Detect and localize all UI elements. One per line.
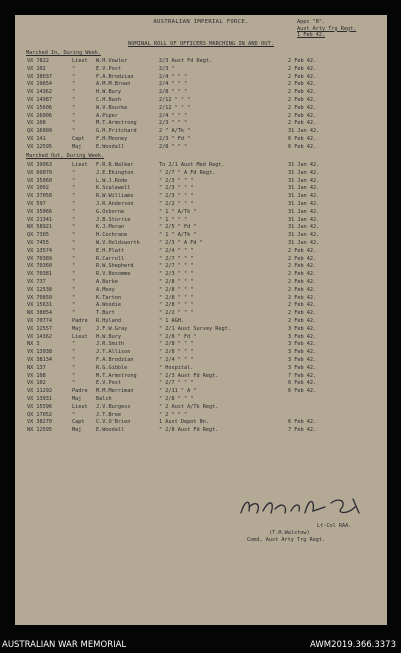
rank: " bbox=[72, 193, 76, 200]
service-number: VX 21341 bbox=[27, 216, 52, 223]
date: 2 Feb 42. bbox=[288, 112, 317, 119]
officer-name: K.Scalewell bbox=[96, 185, 131, 192]
officer-name: A.M.M.Brown bbox=[96, 81, 131, 88]
unit: " 1 " A/Tk " bbox=[159, 208, 197, 215]
date: 31 Jan 42. bbox=[288, 224, 320, 231]
roll-row bbox=[15, 97, 387, 105]
rank: Maj bbox=[72, 325, 82, 332]
archive-name: AUSTRALIAN WAR MEMORIAL bbox=[2, 640, 127, 650]
service-number: QX 17052 bbox=[27, 411, 52, 418]
roll-row bbox=[15, 89, 387, 97]
unit: " 2/7 " " " bbox=[159, 380, 194, 387]
officer-name: M.T.Armstrong bbox=[96, 120, 137, 127]
service-number: VX 102 bbox=[27, 380, 46, 387]
rank: " bbox=[72, 104, 76, 111]
officer-name: W.V.Holdsworth bbox=[96, 239, 140, 246]
unit: " 2/4 " " " bbox=[159, 247, 194, 254]
officer-name: H.Cochrane bbox=[96, 232, 128, 239]
service-number: VX 38270 bbox=[27, 419, 52, 426]
rank: Capt bbox=[72, 135, 85, 142]
service-number: VX 70850 bbox=[27, 294, 52, 301]
unit: " 2/8 " " " bbox=[159, 302, 194, 309]
date: 31 Jan 42. bbox=[288, 208, 320, 215]
roll-row bbox=[15, 209, 387, 217]
date: 2 Feb 42. bbox=[288, 278, 317, 285]
unit: 2/8 " " " bbox=[159, 143, 188, 150]
service-number: VX 19654 bbox=[27, 81, 52, 88]
date: 2 Feb 42. bbox=[288, 286, 317, 293]
roll-row bbox=[15, 271, 387, 279]
service-number: VX 15606 bbox=[27, 104, 52, 111]
roll-row bbox=[15, 185, 387, 193]
service-number: VX 12538 bbox=[27, 286, 52, 293]
officer-name: F.A.Brodzian bbox=[96, 73, 134, 80]
date: 2 Feb 42. bbox=[288, 271, 317, 278]
date: 2 Feb 42. bbox=[288, 120, 317, 127]
officer-name: L.W.J.Rode bbox=[96, 177, 128, 184]
date: 3 Feb 42. bbox=[288, 341, 317, 348]
unit: " 2/8 " " " bbox=[159, 349, 194, 356]
service-number: VX 14987 bbox=[27, 96, 52, 103]
rank: Lieut bbox=[72, 403, 88, 410]
rank: " bbox=[72, 278, 76, 285]
officer-name: C.V.O'Brien bbox=[96, 419, 131, 426]
roll-row bbox=[15, 128, 387, 136]
date: 3 Feb 42. bbox=[288, 333, 317, 340]
rank: " bbox=[72, 356, 76, 363]
rank: " bbox=[72, 239, 76, 246]
service-number: VX 37058 bbox=[27, 193, 52, 200]
rank: Lieut bbox=[72, 58, 88, 64]
rank: " bbox=[72, 81, 76, 88]
section-label-marched-out: Marched Out, During Week. bbox=[26, 153, 105, 159]
date: 3 Feb 42. bbox=[288, 364, 317, 371]
unit: " 2/11 " A " bbox=[159, 388, 197, 395]
document-title: AUSTRALIAN IMPERIAL FORCE. bbox=[153, 19, 249, 25]
officer-name: J.R.Smith bbox=[96, 341, 125, 348]
officer-name: J.V.Burgess bbox=[96, 403, 131, 410]
unit: " 2/8 " " " bbox=[159, 395, 194, 402]
officer-name: G.H.Pritchard bbox=[96, 128, 137, 135]
officer-name: F.H.Mooney bbox=[96, 135, 128, 142]
rank: " bbox=[72, 263, 76, 270]
unit: 2 " A/Tk " bbox=[159, 128, 191, 135]
rank: " bbox=[72, 294, 76, 301]
roll-row bbox=[15, 201, 387, 209]
service-number: NX 58921 bbox=[27, 224, 52, 231]
date: 6 Feb 42. bbox=[288, 380, 317, 387]
service-number: VX 12557 bbox=[27, 325, 52, 332]
unit: " 2/3 " " " bbox=[159, 185, 194, 192]
officer-name: R.Hyland bbox=[96, 317, 121, 324]
roll-row bbox=[15, 74, 387, 82]
service-number: VX 15596 bbox=[27, 403, 52, 410]
rank: Capt bbox=[72, 419, 85, 426]
roll-row bbox=[15, 326, 387, 334]
date: 6 Feb 42. bbox=[288, 388, 317, 395]
unit: " Hospital. bbox=[159, 364, 194, 371]
service-number: VX 26006 bbox=[27, 112, 52, 119]
roll-row bbox=[15, 388, 387, 396]
officer-name: E.H.Platt bbox=[96, 247, 125, 254]
officer-name: K.Tarton bbox=[96, 294, 121, 301]
officer-name: J.R.Anderson bbox=[96, 200, 134, 207]
service-number: VX 11292 bbox=[27, 388, 52, 395]
service-number: VX 7455 bbox=[27, 239, 49, 246]
unit: " 2 Aust A/Tk Regt. bbox=[159, 403, 219, 410]
unit: " 2 " " " bbox=[159, 411, 188, 418]
date: 7 Feb 42. bbox=[288, 372, 317, 379]
roll-row bbox=[15, 232, 387, 240]
date: 3 Feb 42. bbox=[288, 356, 317, 363]
officer-name: J.F.W.Gray bbox=[96, 325, 128, 332]
unit: 2/12 " " " bbox=[159, 96, 191, 103]
appendix-block bbox=[297, 19, 377, 39]
rank: Lieut bbox=[72, 333, 88, 340]
service-number: QX 16009 bbox=[27, 128, 52, 135]
roll-row bbox=[15, 162, 387, 170]
unit: " 2/5 " Fd " bbox=[159, 224, 197, 231]
rank: " bbox=[72, 349, 76, 356]
date: 7 Feb 42. bbox=[288, 427, 317, 434]
service-number: VX 14362 bbox=[27, 333, 52, 340]
marched-in-list bbox=[15, 58, 387, 152]
handwritten-signature bbox=[235, 493, 385, 519]
officer-name: E.Woodall bbox=[96, 143, 125, 150]
service-number: VX 102 bbox=[27, 65, 46, 72]
unit: 1 Aust Depot Bn. bbox=[159, 419, 209, 426]
rank: Padre bbox=[72, 388, 88, 395]
service-number: VX 13931 bbox=[27, 395, 52, 402]
officer-name: J.T.Allison bbox=[96, 349, 131, 356]
date: 2 Feb 42. bbox=[288, 317, 317, 324]
date: 2 Feb 42. bbox=[288, 73, 317, 80]
unit: 2/4 " " " bbox=[159, 73, 188, 80]
signatory-title: Comd, Aust Arty Trg Regt. bbox=[247, 536, 326, 543]
date: 6 Feb 42. bbox=[288, 143, 317, 150]
unit: " 2/3 " " " bbox=[159, 271, 194, 278]
roll-row bbox=[15, 334, 387, 342]
date: 31 Jan 42. bbox=[288, 216, 320, 223]
roll-row bbox=[15, 365, 387, 373]
roll-row bbox=[15, 81, 387, 89]
service-number: VX 108 bbox=[27, 372, 46, 379]
unit: " 2/2 " " " bbox=[159, 200, 194, 207]
rank: " bbox=[72, 200, 76, 207]
date: 2 Feb 42. bbox=[288, 302, 317, 309]
unit-label: Aust Arty Trg Regt. bbox=[297, 25, 357, 32]
date: 2 Feb 42. bbox=[288, 81, 317, 88]
officer-name: R.Carroll bbox=[96, 255, 125, 262]
date: 31 Jan 42. bbox=[288, 128, 320, 135]
unit: " 1 " A/Tk " bbox=[159, 232, 197, 239]
service-number: VX 737 bbox=[27, 278, 46, 285]
rank: Maj bbox=[72, 143, 82, 150]
date: 31 Jan 42. bbox=[288, 162, 320, 168]
rank: " bbox=[72, 247, 76, 254]
unit: " 2/8 " " " bbox=[159, 294, 194, 301]
service-number: VX 15631 bbox=[27, 302, 52, 309]
roll-row bbox=[15, 427, 387, 435]
officer-name: G.Osborne bbox=[96, 208, 125, 215]
officer-name: M.T.Armstrong bbox=[96, 372, 137, 379]
service-number: VX 7822 bbox=[27, 58, 49, 64]
date: 2 Feb 42. bbox=[288, 58, 317, 64]
service-number: NX 137 bbox=[27, 364, 46, 371]
unit: " 2/7 " A Fd Regt. bbox=[159, 169, 216, 176]
rank: " bbox=[72, 185, 76, 192]
roll-row bbox=[15, 380, 387, 388]
service-number: VX 38037 bbox=[27, 73, 52, 80]
service-number: VX 60070 bbox=[27, 169, 52, 176]
rank: " bbox=[72, 286, 76, 293]
officer-name: K.J.Moran bbox=[96, 224, 125, 231]
officer-name: C.H.Bush bbox=[96, 96, 121, 103]
rank: " bbox=[72, 302, 76, 309]
roll-row bbox=[15, 217, 387, 225]
unit: " 1 " " " bbox=[159, 216, 188, 223]
roll-row bbox=[15, 66, 387, 74]
officer-name: J.B.Storrie bbox=[96, 216, 131, 223]
appendix-label: Appx "B". bbox=[297, 19, 326, 25]
unit: 2/12 " " " bbox=[159, 104, 191, 111]
signature-scribble bbox=[235, 493, 385, 519]
rank: Maj bbox=[72, 395, 82, 402]
archive-reference: AWM2019.366.3373 bbox=[310, 640, 396, 650]
unit: " 1 AGH. bbox=[159, 317, 184, 324]
roll-row bbox=[15, 263, 387, 271]
unit: 2/3 Aust Fd Regt. bbox=[159, 58, 213, 64]
unit: " 2/8 " " " bbox=[159, 286, 194, 293]
rank: " bbox=[72, 224, 76, 231]
roll-row bbox=[15, 120, 387, 128]
officer-name: F.R.R.Walker bbox=[96, 162, 134, 168]
roll-row bbox=[15, 113, 387, 121]
roll-row bbox=[15, 349, 387, 357]
rank: " bbox=[72, 208, 76, 215]
officer-name: E.V.Post bbox=[96, 65, 121, 72]
officer-name: M.M.Merriman bbox=[96, 388, 134, 395]
unit: " 2/8 Aust Fd Regt. bbox=[159, 427, 219, 434]
officer-name: R.V.Bosomme bbox=[96, 271, 131, 278]
date: 6 Feb 42. bbox=[288, 135, 317, 142]
unit: " 2/2 " " " bbox=[159, 310, 194, 317]
document-page bbox=[15, 15, 387, 625]
date: 2 Feb 42. bbox=[288, 247, 317, 254]
service-number: VX 35066 bbox=[27, 208, 52, 215]
date: 2 Feb 42. bbox=[288, 104, 317, 111]
unit: " 2/7 " " " bbox=[159, 255, 194, 262]
rank: Maj bbox=[72, 427, 82, 434]
roll-row bbox=[15, 193, 387, 201]
roll-row bbox=[15, 318, 387, 326]
officer-name: R.W.Shepherd bbox=[96, 263, 134, 270]
officer-name: J.T.Bree bbox=[96, 411, 121, 418]
roll-row bbox=[15, 341, 387, 349]
unit: " 2/8 " " " bbox=[159, 278, 194, 285]
nominal-roll-heading: NOMINAL ROLL OF OFFICERS MARCHING IN AND OUT. bbox=[127, 41, 275, 47]
unit: " 2/3 " " " bbox=[159, 193, 194, 200]
date: 2 Feb 42. bbox=[288, 89, 317, 96]
service-number: VX 39063 bbox=[27, 162, 52, 168]
rank: " bbox=[72, 364, 76, 371]
unit: " 2/4 " " " bbox=[159, 356, 194, 363]
officer-name: F.A.Brodzian bbox=[96, 356, 134, 363]
unit: " 2/3 " " " bbox=[159, 177, 194, 184]
rank: " bbox=[72, 216, 76, 223]
service-number: VX 1002 bbox=[27, 185, 49, 192]
date: 2 Feb 42. bbox=[288, 96, 317, 103]
date: 2 Feb 42. bbox=[288, 294, 317, 301]
date: 2 Feb 42. bbox=[288, 65, 317, 72]
signature-block bbox=[247, 523, 377, 543]
rank: " bbox=[72, 73, 76, 80]
signatory-name: (T.H.Walstow) bbox=[269, 529, 310, 536]
rank: " bbox=[72, 372, 76, 379]
date: 31 Jan 42. bbox=[288, 185, 320, 192]
rank: " bbox=[72, 271, 76, 278]
date: 31 Jan 42. bbox=[288, 232, 320, 239]
roll-row bbox=[15, 412, 387, 420]
officer-name: H.W.Bury bbox=[96, 89, 121, 96]
service-number: VX 70774 bbox=[27, 317, 52, 324]
service-number: VX 70381 bbox=[27, 271, 52, 278]
unit: 2/4 " " " bbox=[159, 81, 188, 88]
roll-row bbox=[15, 240, 387, 248]
date: 31 Jan 42. bbox=[288, 177, 320, 184]
officer-name: T.Burt bbox=[96, 310, 115, 317]
service-number: NX 12595 bbox=[27, 427, 52, 434]
rank: " bbox=[72, 169, 76, 176]
unit: " 2/8 " " " bbox=[159, 341, 194, 348]
roll-row bbox=[15, 170, 387, 178]
unit: " 2/3 " A Fd " bbox=[159, 239, 203, 246]
rank: Lieut bbox=[72, 162, 88, 168]
roll-row bbox=[15, 256, 387, 264]
officer-name: J.E.Ekington bbox=[96, 169, 134, 176]
roll-row bbox=[15, 58, 387, 66]
roll-row bbox=[15, 287, 387, 295]
officer-name: E.V.Post bbox=[96, 380, 121, 387]
date: 6 Feb 42. bbox=[288, 419, 317, 426]
officer-name: W.V.Bourke bbox=[96, 104, 128, 111]
unit: " 2/8 " Fd " bbox=[159, 333, 197, 340]
section-label-marched-in: Marched In, During Week. bbox=[26, 50, 101, 56]
officer-name: A.Woodie bbox=[96, 302, 121, 309]
officer-name: H.W.Bury bbox=[96, 333, 121, 340]
roll-row bbox=[15, 224, 387, 232]
unit: 2/8 " " " bbox=[159, 89, 188, 96]
rank: " bbox=[72, 128, 76, 135]
roll-row bbox=[15, 105, 387, 113]
service-number: VX 108 bbox=[27, 120, 46, 127]
date: 3 Feb 42. bbox=[288, 325, 317, 332]
signatory-rank: Lt-Col RAA. bbox=[317, 523, 352, 529]
service-number: VX 12595 bbox=[27, 143, 52, 150]
unit: " 2/7 " " " bbox=[159, 263, 194, 270]
unit: " 2/1 Aust Survey Regt. bbox=[159, 325, 231, 332]
roll-row bbox=[15, 136, 387, 144]
rank: " bbox=[72, 310, 76, 317]
officer-name: Balch bbox=[96, 395, 112, 402]
service-number: NX 38054 bbox=[27, 310, 52, 317]
date: 2 Feb 42. bbox=[288, 255, 317, 262]
date: 31 Jan 42. bbox=[288, 193, 320, 200]
roll-row bbox=[15, 357, 387, 365]
roll-row bbox=[15, 404, 387, 412]
date: 31 Jan 42. bbox=[288, 169, 320, 176]
officer-name: R.W.Williams bbox=[96, 193, 134, 200]
roll-row bbox=[15, 396, 387, 404]
service-number: VX 14362 bbox=[27, 89, 52, 96]
service-number: VX 597 bbox=[27, 200, 46, 207]
roll-row bbox=[15, 302, 387, 310]
roll-row bbox=[15, 310, 387, 318]
rank: " bbox=[72, 232, 76, 239]
service-number: VX 13938 bbox=[27, 349, 52, 356]
roll-row bbox=[15, 144, 387, 152]
rank: " bbox=[72, 120, 76, 127]
rank: " bbox=[72, 255, 76, 262]
officer-name: W.H.Vowler bbox=[96, 58, 128, 64]
officer-name: R.G.Gibble bbox=[96, 364, 128, 371]
service-number: VX 35060 bbox=[27, 177, 52, 184]
rank: " bbox=[72, 380, 76, 387]
rank: " bbox=[72, 96, 76, 103]
rank: " bbox=[72, 177, 76, 184]
officer-name: E.Woodall bbox=[96, 427, 125, 434]
rank: " bbox=[72, 341, 76, 348]
date: 2 Feb 42. bbox=[288, 263, 317, 270]
unit: " 2/3 Aust Fd Regt. bbox=[159, 372, 219, 379]
unit: To 2/1 Aust Med Regt. bbox=[159, 162, 225, 168]
part-date: 1 Feb 42. bbox=[297, 32, 326, 39]
date: 31 Jan 42. bbox=[288, 239, 320, 246]
service-number: NX 3 bbox=[27, 341, 40, 348]
roll-row bbox=[15, 248, 387, 256]
service-number: VX 141 bbox=[27, 135, 46, 142]
officer-name: A.Burke bbox=[96, 278, 118, 285]
date: 31 Jan 42. bbox=[288, 200, 320, 207]
roll-row bbox=[15, 373, 387, 381]
roll-row bbox=[15, 419, 387, 427]
rank: " bbox=[72, 65, 76, 72]
rank: " bbox=[72, 411, 76, 418]
roll-row bbox=[15, 295, 387, 303]
unit: 2/3 " Fd " bbox=[159, 135, 191, 142]
roll-row bbox=[15, 279, 387, 287]
service-number: VX 38134 bbox=[27, 356, 52, 363]
rank: " bbox=[72, 89, 76, 96]
officer-name: A.Piper bbox=[96, 112, 118, 119]
date: 2 Feb 42. bbox=[288, 310, 317, 317]
date: 3 Feb 42. bbox=[288, 349, 317, 356]
unit: 2/3 " " " bbox=[159, 120, 188, 127]
rank: " bbox=[72, 112, 76, 119]
service-number: VX 70389 bbox=[27, 255, 52, 262]
unit: 2/3 " bbox=[159, 65, 175, 72]
archive-footer bbox=[0, 638, 401, 653]
officer-name: A.Mooy bbox=[96, 286, 115, 293]
service-number: QX 7305 bbox=[27, 232, 49, 239]
unit: 2/4 " " " bbox=[159, 112, 188, 119]
marched-out-list bbox=[15, 162, 387, 435]
roll-row bbox=[15, 178, 387, 186]
rank: Padre bbox=[72, 317, 88, 324]
service-number: VX 13574 bbox=[27, 247, 52, 254]
service-number: VX 70360 bbox=[27, 263, 52, 270]
